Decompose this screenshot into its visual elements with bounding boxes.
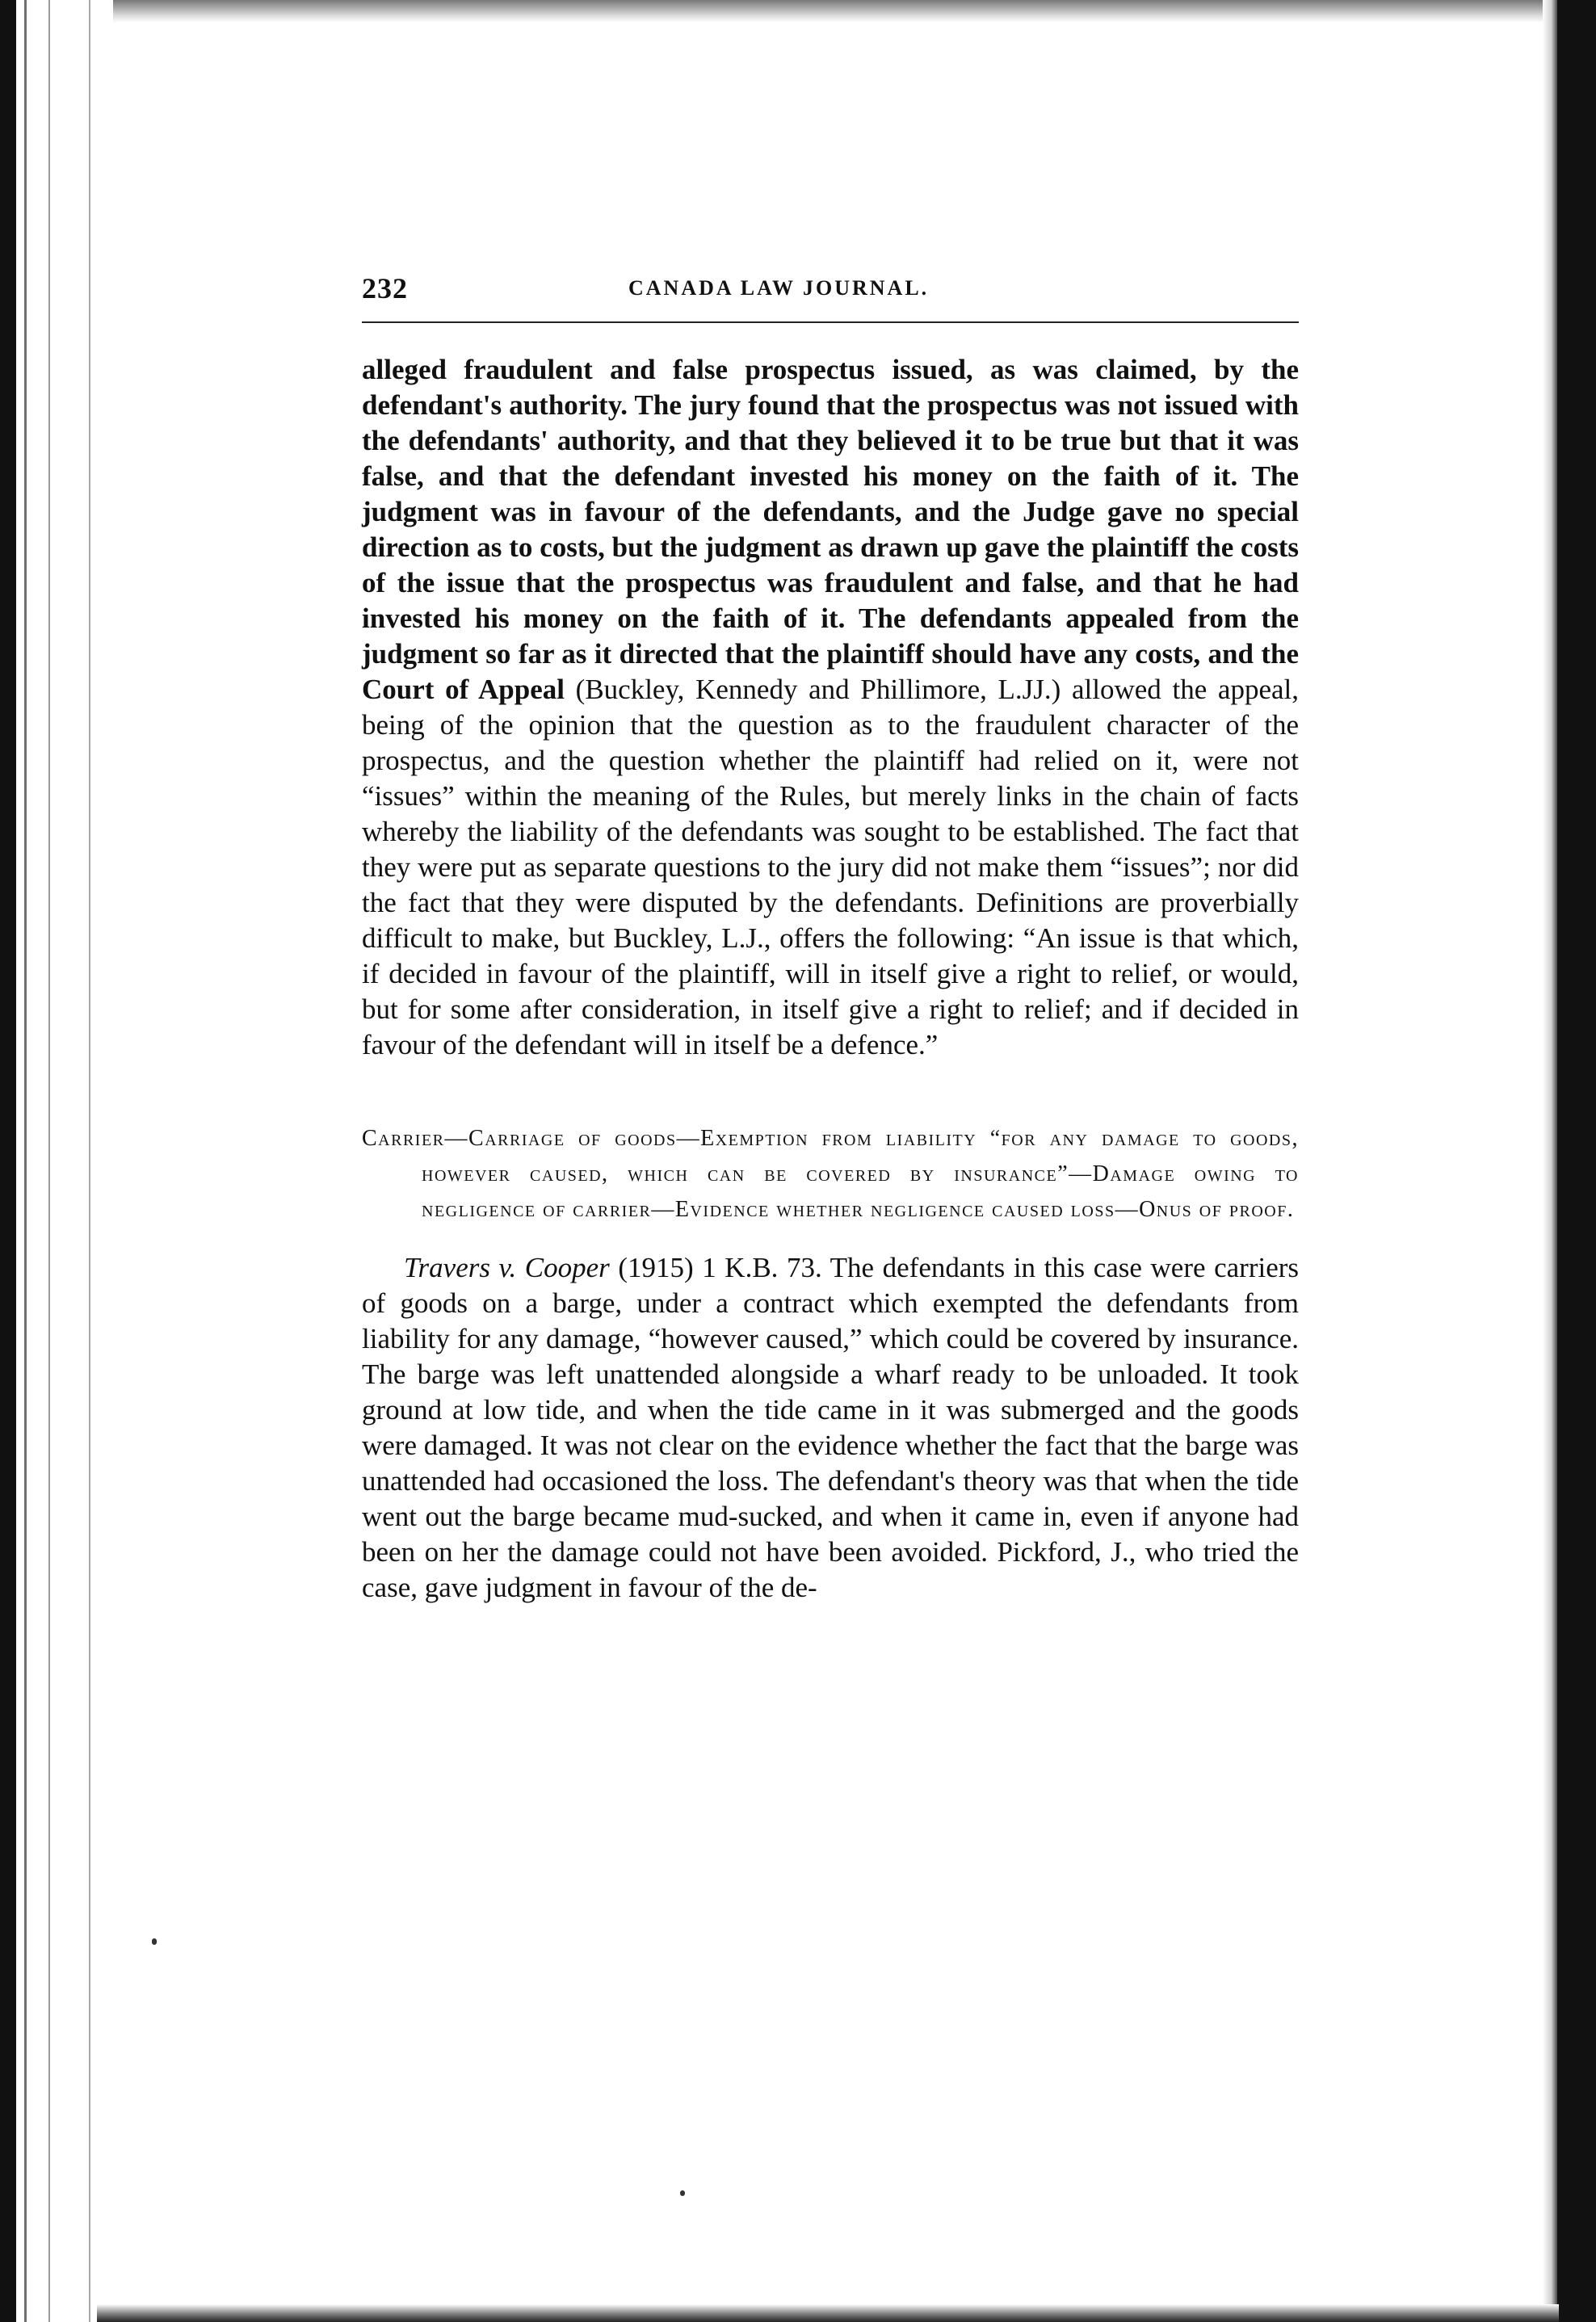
running-head [362, 267, 1299, 309]
page-number: 232 [362, 272, 408, 304]
body-paragraph [362, 352, 1299, 1063]
case-text: (1915) 1 K.B. 73. The defendants in this case were carriers of goods on a barge, under a contract which exempted the defendants from liability for any damage, “however caused,” which could be covered by insurance. The barge was left unattended alongside a wharf ready to be unloaded. It took ground at low tide, and when the tide came in it was submerged and the goods were damaged. It was not clear on the evidence whether the fact that the barge was unattended had occasioned the loss. The defendant's theory was that when the tide went out the barge became mud-sucked, and when it came in, even if anyone had been on her the damage could not have been avoided. Pickford, J., who tried the case, gave judgment in favour of the de- [362, 1252, 1300, 1603]
scan-speck [680, 2190, 685, 2196]
body-paragraph-text: (Buckley, Kennedy and Phillimore, L.JJ.) allowed the appeal, being of the opinion that the question as to the fraudulent character of the prospectus, and the question whether the plaintiff had relied on it, were not “issues” within the meaning of the Rules, but merely links in the chain of facts whereby the liability of the defendants was sought to be established. The fact that they were put as separate questions to the jury did not make them “issues”; nor did the fact that they were disputed by the defendants. Definitions are proverbially difficult to make, but Buckley, L.J., offers the following: “An issue is that which, if decided in favour of the plaintiff, will in itself give a right to relief, or would, but for some after consideration, in itself give a right to relief; and if decided in favour of the defendant will in itself be a defence.” [362, 674, 1299, 1060]
page-content [362, 267, 1299, 1606]
scan-binding-right [1557, 0, 1596, 2322]
journal-title: CANADA LAW JOURNAL. [628, 276, 930, 300]
scan-bottom-edge [97, 2304, 1559, 2322]
scan-right-edge [1543, 0, 1557, 2322]
case-paragraph [362, 1250, 1299, 1606]
scan-top-edge [113, 0, 1559, 23]
scan-binding-left [0, 0, 141, 2322]
header-rule [362, 321, 1299, 323]
case-name: Travers v. Cooper [404, 1252, 610, 1283]
scan-binding-left-shadow [0, 0, 16, 2322]
scan-speck [152, 1938, 157, 1945]
body-paragraph-bold-text: alleged fraudulent and false prospectus issued, as was claimed, by the defendant's authority. The jury found that the prospectus was not issued with the defendants' authority, and that they believed it to be true but that it was false, and that the defendant invested his money on the faith of it. The judgment was in favour of the defendants, and the Judge gave no special direction as to costs, but the judgment as drawn up gave the plaintiff the costs of the issue that the prospectus was fraudulent and false, and that he had invested his money on the faith of it. The defendants appealed from the judgment so far as it directed that the plaintiff should have any costs, and the Court of Appeal [362, 354, 1299, 705]
section-heading: Carrier—Carriage of goods—Exemption from liability “for any damage to goods, however caused, which can be covered by insurance”—Damage owing to negligence of carrier—Evidence whether negligence caused loss—Onus of proof. [362, 1126, 1299, 1222]
